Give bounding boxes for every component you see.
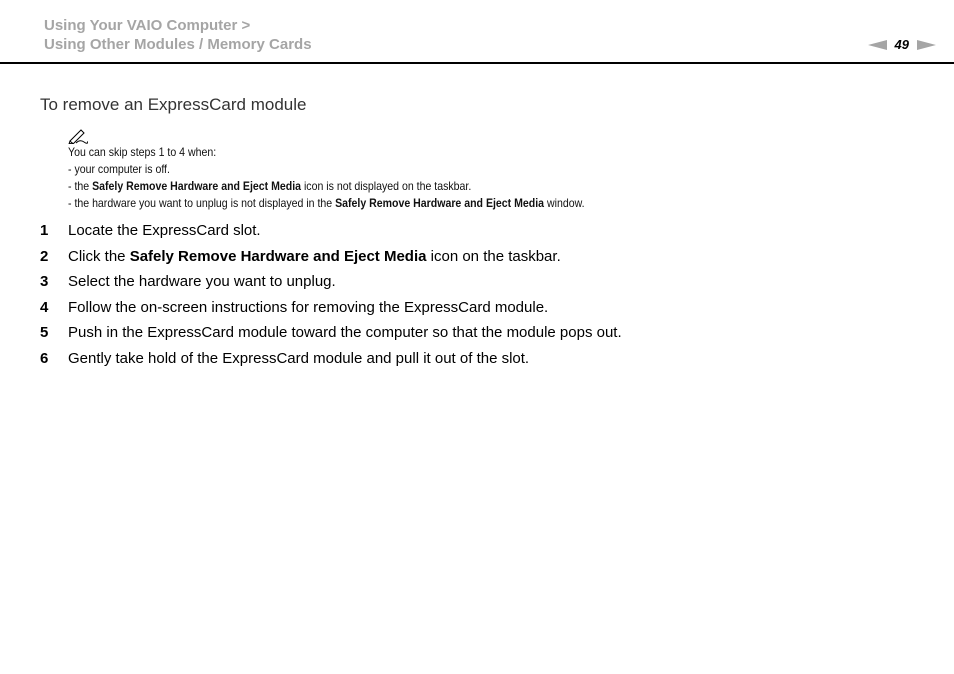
step-number: 1 <box>40 222 49 239</box>
step-number: 6 <box>40 349 49 367</box>
breadcrumb-chapter[interactable]: Using Your VAIO Computer > <box>44 17 251 34</box>
page-number: 49 <box>894 37 909 52</box>
next-page-icon[interactable] <box>917 40 936 50</box>
step-text: Select the hardware you want to unplug. <box>68 273 336 290</box>
header-divider <box>0 62 954 64</box>
pencil-note-icon <box>68 128 88 144</box>
section-title: To remove an ExpressCard module <box>40 95 307 114</box>
breadcrumb-section[interactable]: Using Other Modules / Memory Cards <box>44 36 312 53</box>
step-number: 5 <box>40 324 49 341</box>
page-navigation <box>868 37 936 52</box>
step-text: Click the Safely Remove Hardware and Eject Media icon on the taskbar. <box>68 247 561 265</box>
step-number: 2 <box>40 247 49 265</box>
step-text: Push in the ExpressCard module toward the computer so that the module pops out. <box>68 324 622 341</box>
step-text: Gently take hold of the ExpressCard module and pull it out of the slot. <box>68 349 530 367</box>
step-number: 4 <box>40 298 49 316</box>
step-number: 3 <box>40 273 49 290</box>
note-condition-2: - the Safely Remove Hardware and Eject Media icon is not displayed on the taskbar. <box>68 179 472 193</box>
step-text: Locate the ExpressCard slot. <box>68 222 261 239</box>
note-box <box>68 128 655 212</box>
page-header <box>0 0 954 64</box>
note-condition-1: - your computer is off. <box>68 162 170 176</box>
note-condition-3: - the hardware you want to unplug is not displayed in the Safely Remove Hardware and Eject Media window. <box>68 196 585 210</box>
step-text: Follow the on-screen instructions for removing the ExpressCard module. <box>68 298 549 316</box>
previous-page-icon[interactable] <box>868 40 887 50</box>
note-intro: You can skip steps 1 to 4 when: <box>68 145 217 159</box>
